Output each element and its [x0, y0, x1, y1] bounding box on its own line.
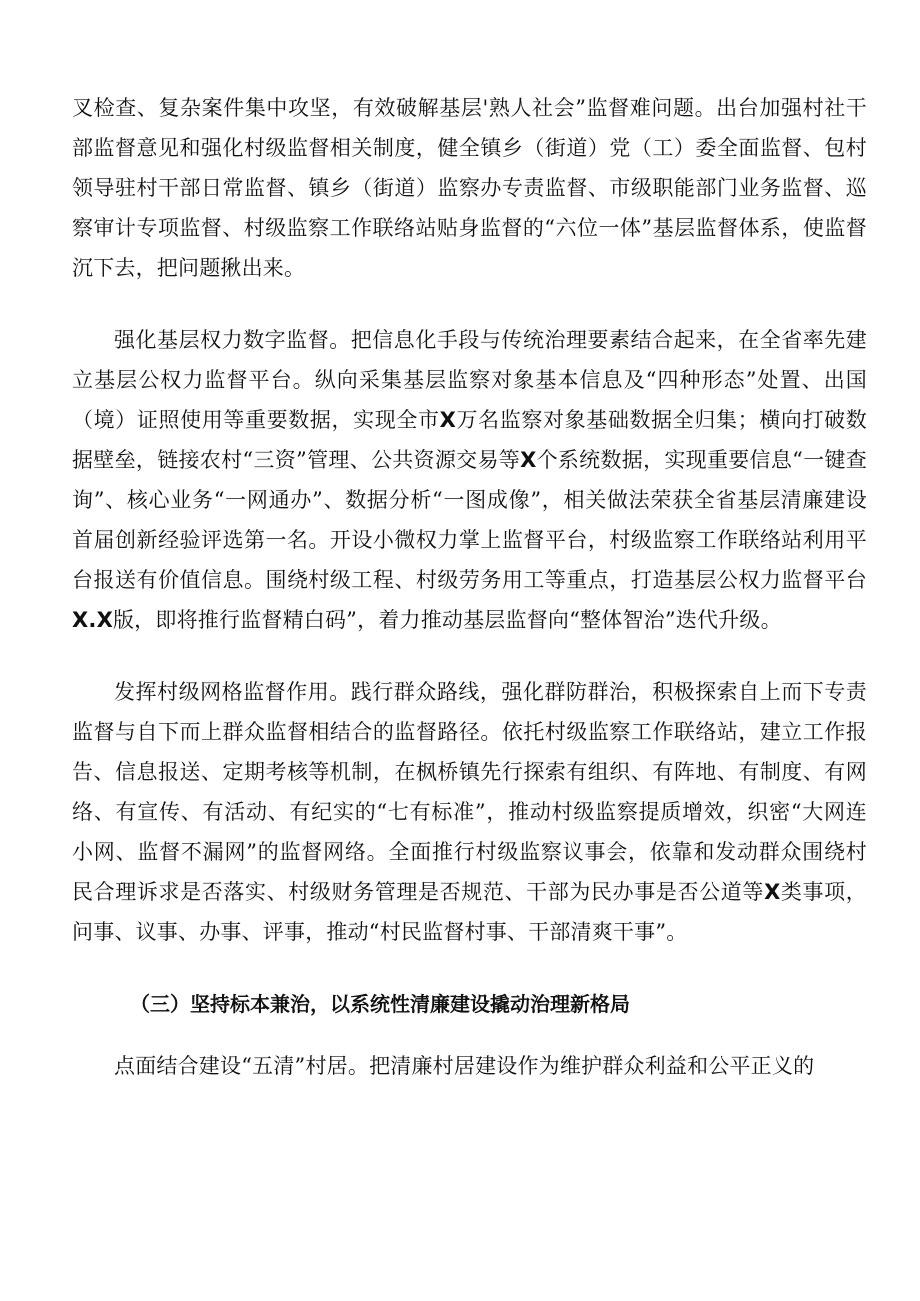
paragraph-3-text-2: 类事项，问事、议事、办事、评事，推动“村民监督村事、干部清爽干事”。 [72, 880, 867, 944]
placeholder-number: X [439, 408, 457, 432]
paragraph-3-text-1: 发挥村级网格监督作用。践行群众路线，强化群防群治，积极探索自上而下专责监督与自下而上群众监督相结合的监督路径。依托村级监察工作联络站，建立工作报告、信息报送、定期考核等机制，在枫桥镇先行探索有组织、有阵地、有制度、有网络、有宣传、有活动、有纪实的“七有标准”，推动村级监察提质增效，织密“大网连小网、监督不漏网”的监督网络。全面推行村级监察议事会，依靠和发动群众围绕村民合理诉求是否落实、村级财务管理是否规范、干部为民办事是否公道等 [72, 680, 867, 904]
paragraph-2-text-3: 个系统数据，实现重要信息“一键查询”、核心业务“一网通办”、数据分析“一图成像”，相关做法荣获全省基层清廉建设首届创新经验评选第一名。开设小微权力掌上监督平台，村级监察工作联络站利用平台报送有价值信息。围绕村级工程、村级劳务用工等重点，打造基层公权力监督平台 [72, 448, 867, 592]
placeholder-number: X [764, 880, 781, 904]
placeholder-version: X.X [72, 608, 113, 632]
paragraph-gap [72, 952, 867, 984]
paragraph-2-text-1: 强化基层权力数字监督。把信息化手段与传统治理要素结合起来，在全省率先建立基层公权力监督平台。纵向采集基层监察对象基本信息及“四种形态”处置、出国（境）证照使用等重要数据，实现全市 [72, 328, 867, 432]
paragraph-2-text-4: 版，即将推行监督精白码”，着力推动基层监督向“整体智治”迭代升级。 [112, 608, 782, 632]
paragraph-2-text-2: 万名监察对象基础数据全归集；横向打破数据壁垒，链接农村“三资”管理、公共资源交易等 [72, 408, 867, 472]
paragraph-4: 点面结合建设“五清”村居。把清廉村居建设作为维护群众利益和公平正义的 [114, 1054, 815, 1078]
paragraph-3 [72, 672, 867, 952]
document-page [72, 88, 867, 1086]
placeholder-number: X [520, 448, 537, 472]
paragraph-2 [72, 320, 867, 640]
paragraph-gap [72, 1024, 867, 1046]
paragraph-1: 叉检查、复杂案件集中攻坚，有效破解基层'熟人社会”监督难问题。出台加强村社干部监督意见和强化村级监督相关制度，健全镇乡（街道）党（工）委全面监督、包村领导驻村干部日常监督、镇乡（街道）监察办专责监督、市级职能部门业务监督、巡察审计专项监督、村级监察工作联络站贴身监督的“六位一体”基层监督体系，使监督沉下去，把问题揪出来。 [72, 96, 867, 280]
paragraph-gap [72, 288, 867, 320]
paragraph-gap [72, 640, 867, 672]
section-heading: （三）坚持标本兼治，以系统性清廉建设撬动治理新格局 [130, 992, 630, 1016]
